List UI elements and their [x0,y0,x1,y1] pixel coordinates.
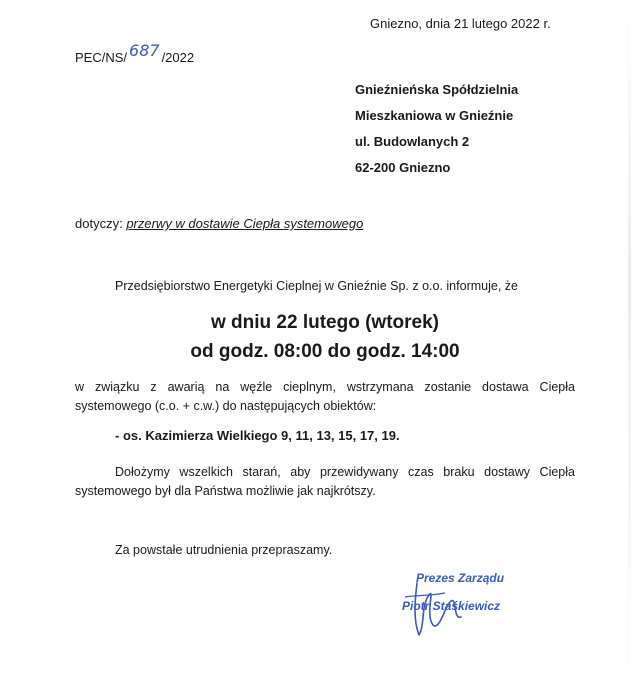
reference-number [75,41,195,66]
intro-text: Przedsiębiorstwo Energetyki Cieplnej w Gnieźnie Sp. z o.o. informuje, że [115,279,518,293]
recipient-line: Mieszkaniowa w Gnieźnie [355,108,514,123]
reference-prefix: PEC/NS/ [75,50,128,65]
closing-text: Za powstałe utrudnienia przepraszamy. [115,543,333,557]
subject-line [75,216,363,231]
affected-buildings-item: - os. Kazimierza Wielkiego 9, 11, 13, 15, 17, 19. [115,428,400,443]
outage-date-headline: w dniu 22 lutego (wtorek) [210,312,439,333]
recipient-line: Gnieźnieńska Spółdzielnia [355,82,519,97]
reference-suffix: /2022 [161,50,195,65]
letter-date: Gniezno, dnia 21 lutego 2022 r. [370,16,551,31]
signature-stamp-title: Prezes Zarządu [416,571,505,585]
body-paragraph: w związku z awarią na węźle cieplnym, wstrzymana zostanie dostawa Ciepła systemowego (c.o. + c.w.) do następujących obiektów: [75,380,575,413]
subject-text: przerwy w dostawie Ciepła systemowego [126,216,364,231]
outage-time-headline: od godz. 08:00 do godz. 14:00 [190,341,460,362]
recipient-line: 62-200 Gniezno [355,160,451,175]
recipient-address [355,77,518,181]
subject-label: dotyczy: [75,216,123,231]
recipient-line: ul. Budowlanych 2 [355,134,470,149]
handwritten-reference-number: 687 [129,41,160,60]
signature-stamp-name: Piotr Staśkiewicz [402,599,501,613]
body-paragraph: Dołożymy wszelkich starań, aby przewidywany czas braku dostawy Ciepła systemowego był dla Państwa możliwie jak najkrótszy. [75,465,575,498]
